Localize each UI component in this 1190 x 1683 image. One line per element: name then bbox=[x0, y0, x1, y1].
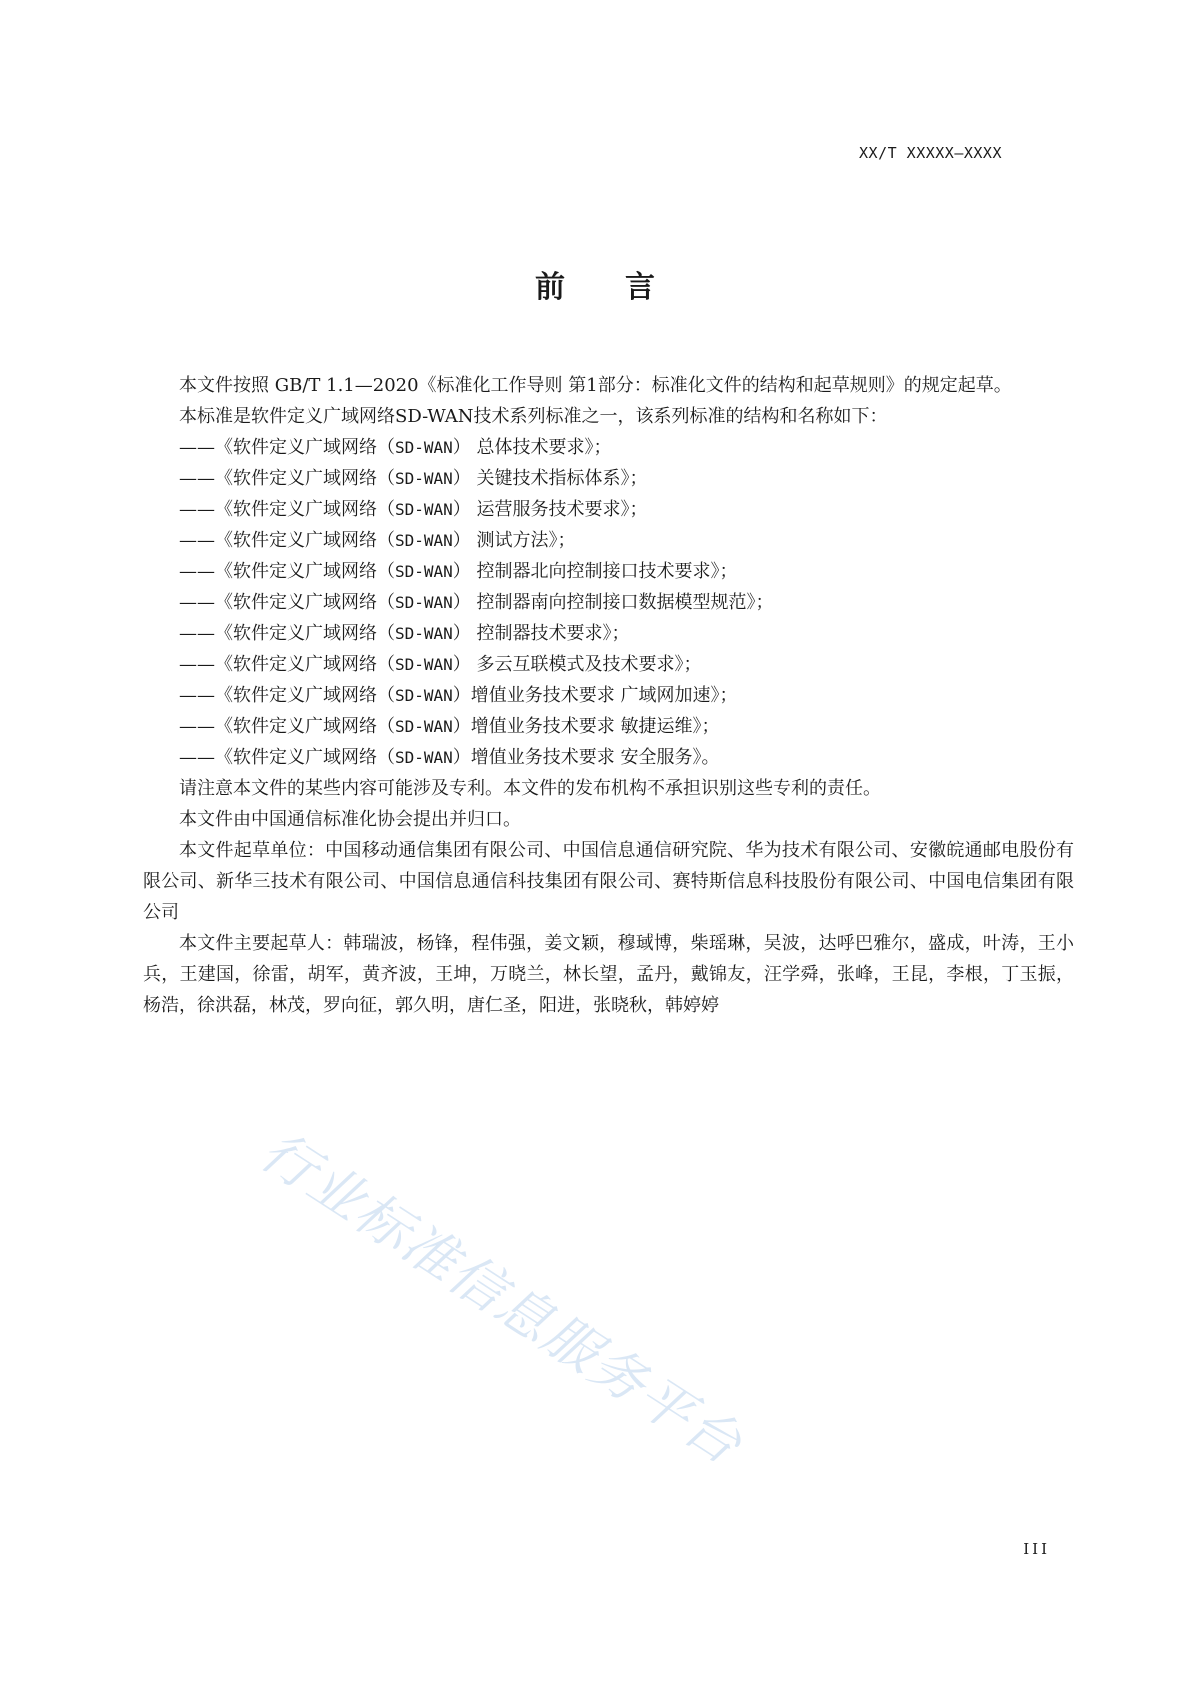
list-item-suffix: ） 控制器技术要求》； bbox=[452, 623, 630, 644]
list-item-suffix: ） 关键技术指标体系》； bbox=[452, 468, 648, 489]
list-item-suffix: ）增值业务技术要求 敏捷运维》； bbox=[452, 716, 720, 737]
list-item-prefix: ——《软件定义广域网络（ bbox=[179, 654, 395, 675]
document-body bbox=[143, 370, 1074, 1021]
paragraph-drafting-units: 本文件起草单位：中国移动通信集团有限公司、中国信息通信研究院、华为技术有限公司、安徽皖通邮电股份有限公司、新华三技术有限公司、中国信息通信科技集团有限公司、赛特斯信息科技股份有限公司、中国电信集团有限公司 bbox=[143, 840, 1074, 923]
list-item bbox=[143, 463, 1074, 494]
list-item bbox=[143, 742, 1074, 773]
list-item-prefix: ——《软件定义广域网络（ bbox=[179, 685, 395, 706]
paragraph-proposer: 本文件由中国通信标准化协会提出并归口。 bbox=[179, 809, 521, 830]
watermark-text: 行业标准信息服务平台 bbox=[249, 1119, 754, 1478]
list-item-code: SD-WAN bbox=[395, 593, 453, 612]
list-item-prefix: ——《软件定义广域网络（ bbox=[179, 468, 395, 489]
page-number: III bbox=[1023, 1540, 1050, 1558]
list-item-code: SD-WAN bbox=[395, 686, 453, 705]
list-item bbox=[143, 618, 1074, 649]
list-item-suffix: ） 总体技术要求》； bbox=[452, 437, 612, 458]
list-item bbox=[143, 649, 1074, 680]
list-item-suffix: ） 测试方法》； bbox=[452, 530, 576, 551]
list-item-prefix: ——《软件定义广域网络（ bbox=[179, 530, 395, 551]
paragraph-drafters: 本文件主要起草人：韩瑞波，杨锋，程伟强，姜文颖，穆琙博，柴瑶琳，吴波，达呼巴雅尔，盛成，叶涛，王小兵，王建国，徐雷，胡军，黄齐波，王坤，万晓兰，林长望，孟丹，戴锦友，汪学舜，张峰，王昆，李根，丁玉振，杨浩，徐洪磊，林茂，罗向征，郭久明，唐仁圣，阳进，张晓秋，韩婷婷 bbox=[143, 933, 1074, 1016]
list-item-suffix: ） 多云互联模式及技术要求》； bbox=[452, 654, 702, 675]
list-item-code: SD-WAN bbox=[395, 500, 453, 519]
list-item-prefix: ——《软件定义广域网络（ bbox=[179, 592, 395, 613]
list-item bbox=[143, 587, 1074, 618]
list-item bbox=[143, 556, 1074, 587]
paragraph-patent-notice: 请注意本文件的某些内容可能涉及专利。本文件的发布机构不承担识别这些专利的责任。 bbox=[179, 778, 881, 799]
list-item-code: SD-WAN bbox=[395, 748, 453, 767]
list-item-suffix: ） 控制器南向控制接口数据模型规范》； bbox=[452, 592, 774, 613]
list-item bbox=[143, 432, 1074, 463]
list-item-prefix: ——《软件定义广域网络（ bbox=[179, 716, 395, 737]
page-title bbox=[0, 262, 1190, 306]
list-item-code: SD-WAN bbox=[395, 438, 453, 457]
title-char-1: 前 bbox=[535, 270, 565, 305]
list-item-prefix: ——《软件定义广域网络（ bbox=[179, 623, 395, 644]
list-item-code: SD-WAN bbox=[395, 469, 453, 488]
list-item-code: SD-WAN bbox=[395, 531, 453, 550]
list-item bbox=[143, 494, 1074, 525]
list-item bbox=[143, 680, 1074, 711]
list-item-prefix: ——《软件定义广域网络（ bbox=[179, 437, 395, 458]
list-item-code: SD-WAN bbox=[395, 655, 453, 674]
title-char-2: 言 bbox=[625, 270, 655, 305]
list-item-prefix: ——《软件定义广域网络（ bbox=[179, 499, 395, 520]
list-item-suffix: ）增值业务技术要求 安全服务》。 bbox=[452, 747, 720, 768]
list-item-code: SD-WAN bbox=[395, 562, 453, 581]
list-item bbox=[143, 525, 1074, 556]
list-item-code: SD-WAN bbox=[395, 717, 453, 736]
list-item-prefix: ——《软件定义广域网络（ bbox=[179, 747, 395, 768]
list-item-prefix: ——《软件定义广域网络（ bbox=[179, 561, 395, 582]
series-list bbox=[143, 432, 1074, 773]
paragraph-series-intro: 本标准是软件定义广域网络SD-WAN技术系列标准之一，该系列标准的结构和名称如下： bbox=[179, 406, 888, 427]
list-item-suffix: ） 控制器北向控制接口技术要求》； bbox=[452, 561, 738, 582]
list-item bbox=[143, 711, 1074, 742]
list-item-suffix: ） 运营服务技术要求》； bbox=[452, 499, 648, 520]
document-code: XX/T XXXXX—XXXX bbox=[859, 144, 1002, 162]
list-item-code: SD-WAN bbox=[395, 624, 453, 643]
list-item-suffix: ）增值业务技术要求 广域网加速》； bbox=[452, 685, 738, 706]
paragraph-drafting-rule: 本文件按照 GB/T 1.1—2020《标准化工作导则 第1部分：标准化文件的结构和起草规则》的规定起草。 bbox=[179, 375, 1012, 396]
